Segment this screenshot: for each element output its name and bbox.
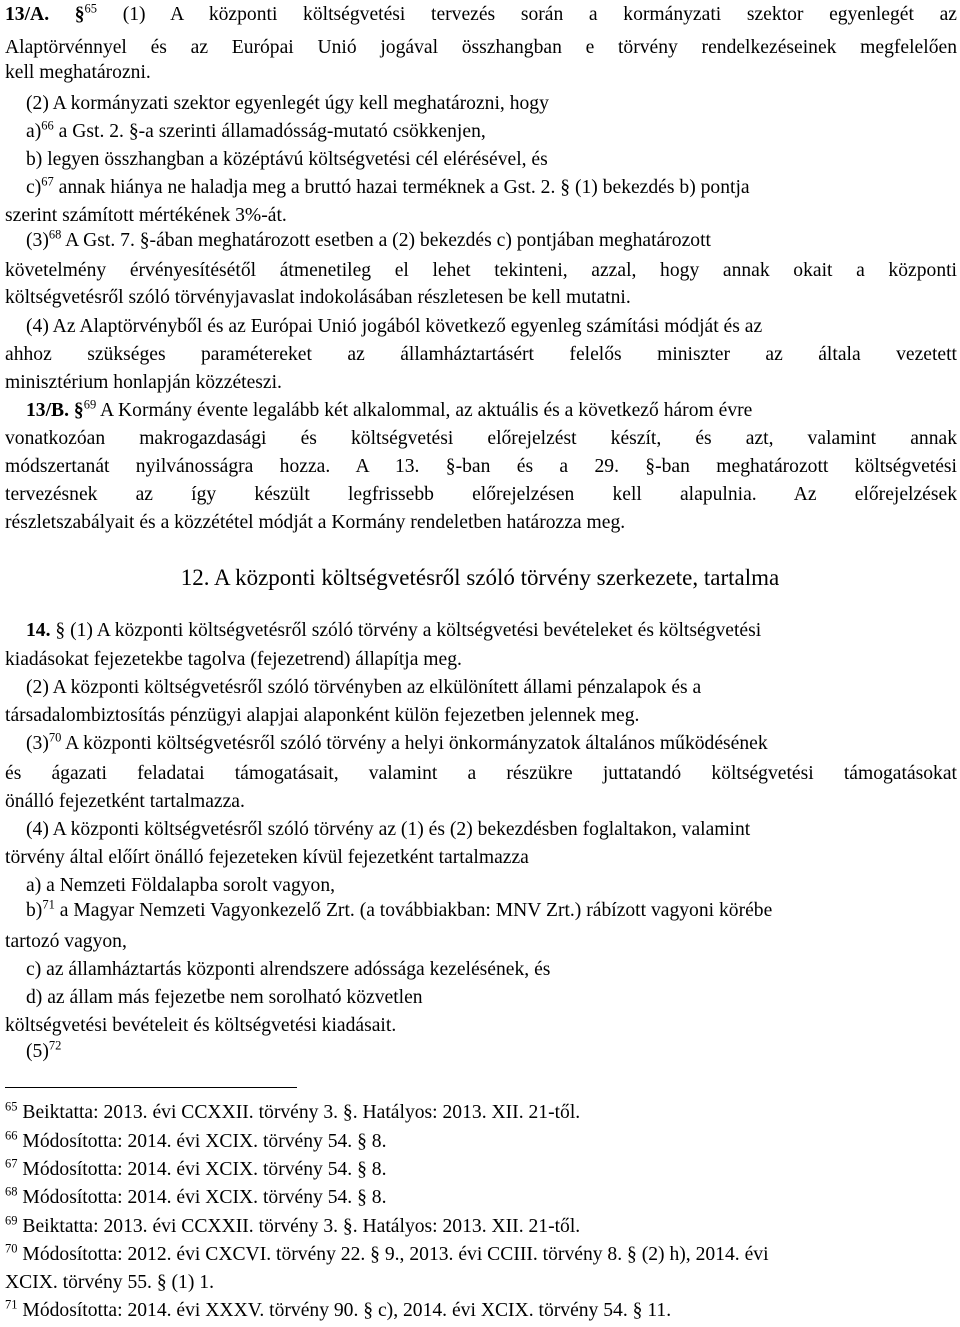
chapter-heading: 12. A központi költségvetésről szóló törvény szerkezete, tartalma <box>180 565 780 590</box>
section-14-item-b-line-2: tartozó vagyon, <box>5 931 127 952</box>
section-14-id: 14. <box>26 620 51 641</box>
item-c-line-2: szerint számított mértékének 3%-át. <box>5 205 287 226</box>
item-b: b) legyen összhangban a középtávú költségvetési cél elérésével, és <box>26 149 548 170</box>
section-13b-line-4: tervezésnek az így készült legfrissebb előrejelzésen kell alapulnia. Az előrejelzések <box>5 484 957 505</box>
footnote-68: $^{68}$ Módosította: 2014. évi XCIX. törvény 54. § 8. <box>5 1184 387 1208</box>
section-13a-line-1: 13/A. §$^{65}$ (1) A központi költségvetési tervezés során a kormányzati szektor egyenlegét az <box>5 1 957 25</box>
section-14-para-3-line-3: önálló fejezetként tartalmazza. <box>5 791 245 812</box>
footnote-70: $^{70}$ Módosította: 2012. évi CXCVI. törvény 22. § 9., 2013. évi CCIII. törvény 8. § (2) h), 2014. évi <box>5 1241 769 1265</box>
footnote-ref-67[interactable]: 67 <box>41 174 54 189</box>
section-14-line-1: 14. § (1) A központi költségvetésről szóló törvény a költségvetési bevételeket és költségvetési <box>26 620 762 641</box>
section-14-line-2: kiadásokat fejezetekbe tagolva (fejezetrend) állapítja meg. <box>5 649 462 670</box>
section-sign: § <box>73 400 84 421</box>
section-14-para-3-line-2: és ágazati feladatai támogatásait, valamint a részükre juttatandó költségvetési támogatásokat <box>5 763 957 784</box>
section-13b-line-3: módszertanát nyilvánosságra hozza. A 13. §-ban és a 29. §-ban meghatározott költségvetési <box>5 456 957 477</box>
section-13a-para-2: (2) A kormányzati szektor egyenlegét úgy kell meghatározni, hogy <box>26 93 549 114</box>
section-13a-line-3: kell meghatározni. <box>5 62 151 83</box>
section-13b-line-2: vonatkozóan makrogazdasági és költségvetési előrejelzést készít, és azt, valamint annak <box>5 428 957 449</box>
section-14-item-a: a) a Nemzeti Földalapba sorolt vagyon, <box>26 875 336 896</box>
section-14-para-3-line-1: $(3)^{70}$ A központi költségvetésről szóló törvény a helyi önkormányzatok általános működésének <box>26 730 768 754</box>
item-c: c)$^{67}$ annak hiánya ne haladja meg a bruttó hazai terméknek a Gst. 2. § (1) bekezdés b) pontja <box>26 174 750 198</box>
section-13b-id: 13/B. <box>26 400 70 421</box>
footnote-70-cont: XCIX. törvény 55. § (1) 1. <box>5 1272 214 1293</box>
section-13a-para-4-line-2: ahhoz szükséges paramétereket az államháztartásért felelős miniszter az általa vezetett <box>5 344 957 365</box>
section-14-item-d: d) az állam más fejezetbe nem sorolható közvetlen <box>26 987 423 1008</box>
section-13a-id: 13/A. <box>5 4 50 25</box>
section-13a-para-4-line-3: minisztérium honlapján közzéteszi. <box>5 372 282 393</box>
section-13a-para-4-line-1: (4) Az Alaptörvényből és az Európai Unió jogából következő egyenleg számítási módját és az <box>26 316 763 337</box>
section-sign: § <box>74 4 85 25</box>
footnote-separator <box>5 1087 297 1088</box>
footnote-ref-70[interactable]: 70 <box>48 730 62 745</box>
section-14-para-4-line-1: (4) A központi költségvetésről szóló törvény az (1) és (2) bekezdésben foglaltakon, valamint <box>26 819 751 840</box>
footnote-ref-71[interactable]: 71 <box>42 897 55 912</box>
footnote-71: $^{71}$ Módosította: 2014. évi XXXV. törvény 90. § c), 2014. évi XCIX. törvény 54. § 11. <box>5 1297 672 1321</box>
section-14-para-4-line-2: törvény által előírt önálló fejezeteken kívül fejezetként tartalmazza <box>5 847 529 868</box>
section-13a-para-3-line-2: követelmény érvényesítésétől átmenetileg el lehet tekinteni, azzal, hogy annak okait a központi <box>5 260 957 281</box>
section-13a-para-3-line-3: költségvetésről szóló törvényjavaslat indokolásában részletesen be kell mutatni. <box>5 287 631 308</box>
footnote-ref-72[interactable]: 72 <box>48 1038 62 1053</box>
footnote-65: $^{65}$ Beiktatta: 2013. évi CCXXII. törvény 3. §. Hatályos: 2013. XII. 21-től. <box>5 1099 581 1123</box>
section-13b-line-5: részletszabályait és a közzététel módját a Kormány rendeletben határozza meg. <box>5 512 626 533</box>
item-a: a)$^{66}$ a Gst. 2. §-a szerinti államadósság-mutató csökkenjen, <box>26 118 486 142</box>
section-14-item-b: b)$^{71}$ a Magyar Nemzeti Vagyonkezelő Zrt. (a továbbiakban: MNV Zrt.) rábízott vagyoni körébe <box>26 897 773 921</box>
footnote-67: $^{67}$ Módosította: 2014. évi XCIX. törvény 54. § 8. <box>5 1156 387 1180</box>
footnote-ref-65[interactable]: 65 <box>84 1 98 16</box>
section-13a-line-2: Alaptörvénnyel és az Európai Unió jogával összhangban e törvény rendelkezéseinek megfelelően <box>5 37 957 58</box>
section-14-para-5: $(5)^{72}$ <box>26 1038 62 1062</box>
section-14-tail: költségvetési bevételeit és költségvetési kiadásait. <box>5 1015 397 1036</box>
footnote-66: $^{66}$ Módosította: 2014. évi XCIX. törvény 54. § 8. <box>5 1128 387 1152</box>
section-14-para-2-line-2: társadalombiztosítás pénzügyi alapjai alaponként külön fejezetben jelennek meg. <box>5 705 640 726</box>
footnote-ref-68[interactable]: 68 <box>48 227 62 242</box>
section-14-para-2-line-1: (2) A központi költségvetésről szóló törvényben az elkülönített állami pénzalapok és a <box>26 677 702 698</box>
footnote-69: $^{69}$ Beiktatta: 2013. évi CCXXII. törvény 3. §. Hatályos: 2013. XII. 21-től. <box>5 1213 581 1237</box>
footnote-ref-69[interactable]: 69 <box>83 397 97 412</box>
section-13a-para-3-line-1: $(3)^{68}$ A Gst. 7. §-ában meghatározott esetben a (2) bekezdés c) pontjában meghatározott <box>26 227 711 251</box>
footnote-ref-66[interactable]: 66 <box>41 118 54 133</box>
section-13b-line-1: 13/B. §$^{69}$ A Kormány évente legalább két alkalommal, az aktuális és a következő három évre <box>26 397 753 421</box>
section-14-item-c: c) az államháztartás központi alrendszere adóssága kezelésének, és <box>26 959 551 980</box>
